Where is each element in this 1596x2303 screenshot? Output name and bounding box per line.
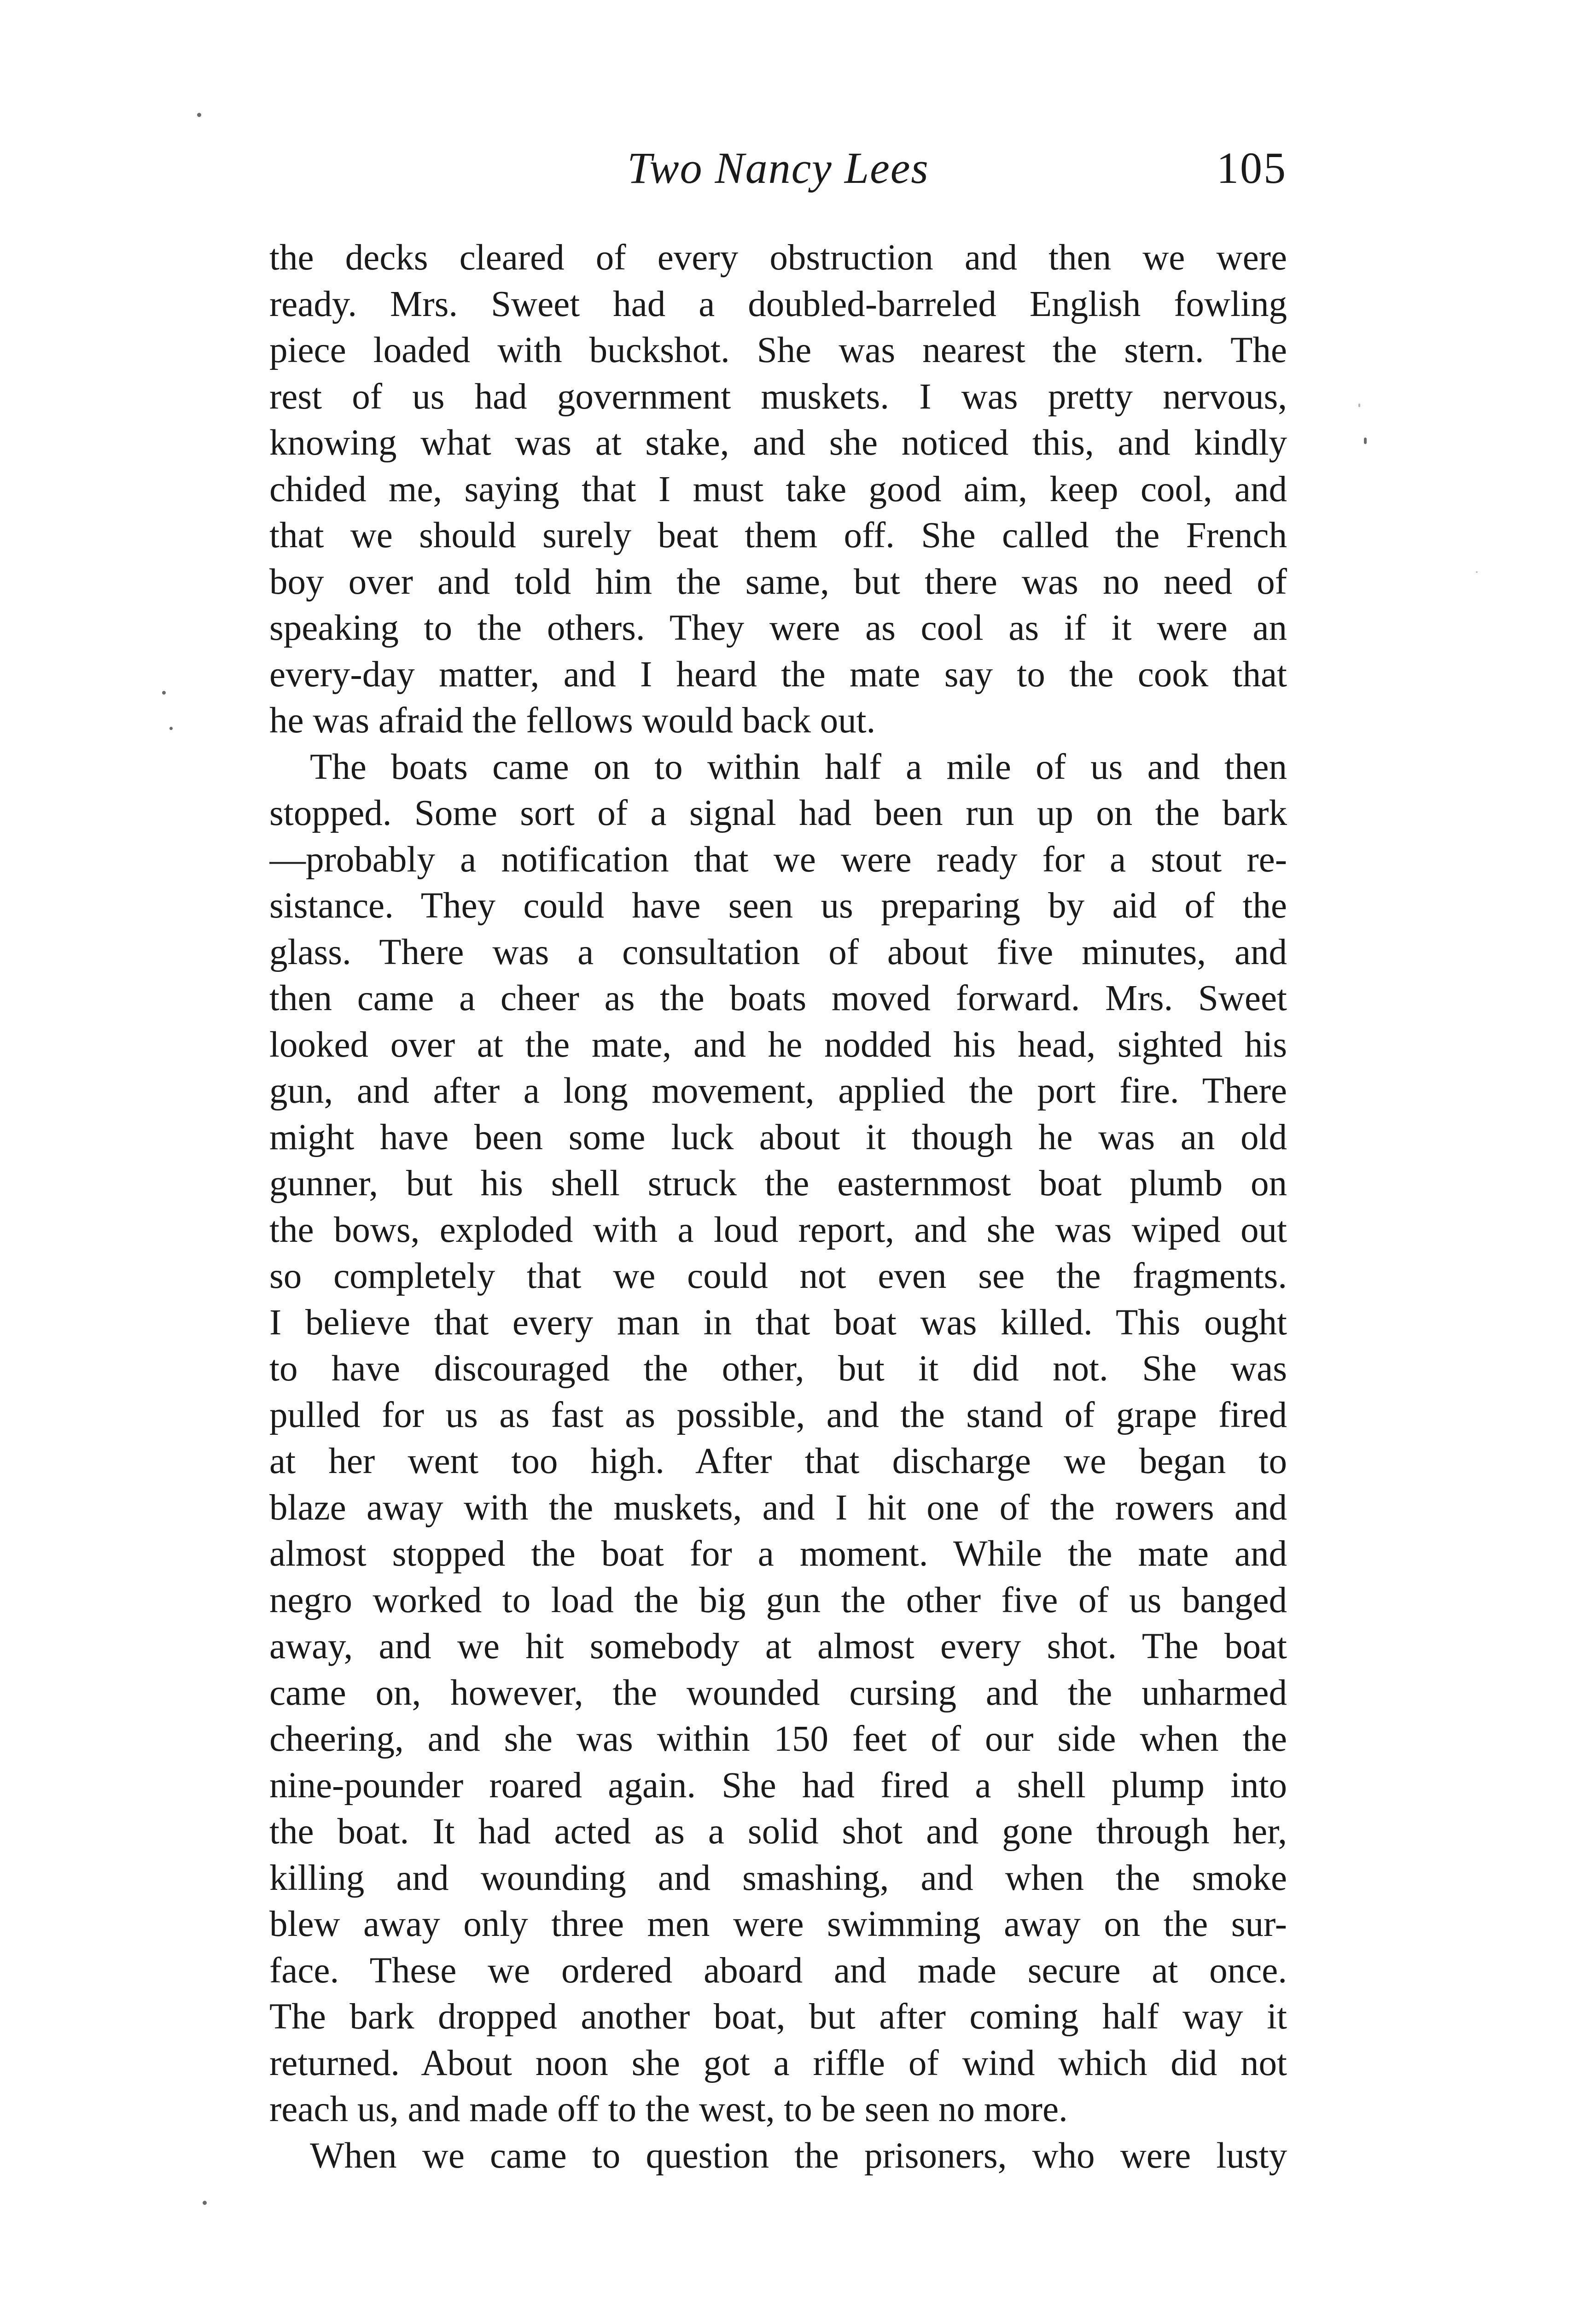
page-number: 105 <box>1217 143 1287 193</box>
running-head <box>269 138 1287 198</box>
scan-speck <box>203 2201 207 2205</box>
text-line: sistance. They could have seen us preparing by aid of the <box>269 886 1287 926</box>
text-line: he was afraid the fellows would back out. <box>269 701 876 741</box>
text-line: pulled for us as fast as possible, and the stand of grape fired <box>269 1395 1287 1435</box>
scan-speck <box>1364 438 1367 444</box>
scan-speck <box>169 727 173 730</box>
text-line: came on, however, the wounded cursing and the unharmed <box>269 1672 1287 1713</box>
text-line: rest of us had government muskets. I was pretty nervous, <box>269 376 1287 417</box>
text-line: ready. Mrs. Sweet had a doubled-barreled English fowling <box>269 284 1287 324</box>
scan-speck <box>1476 571 1478 573</box>
text-line: face. These we ordered aboard and made secure at once. <box>269 1950 1287 1991</box>
text-line: knowing what was at stake, and she noticed this, and kindly <box>269 423 1287 463</box>
text-line: negro worked to load the big gun the other five of us banged <box>269 1580 1287 1620</box>
text-line: then came a cheer as the boats moved forward. Mrs. Sweet <box>269 978 1287 1018</box>
text-line: the bows, exploded with a loud report, and she was wiped out <box>269 1210 1287 1250</box>
text-line: to have discouraged the other, but it did not. She was <box>269 1349 1287 1389</box>
text-line: away, and we hit somebody at almost every shot. The boat <box>269 1626 1287 1666</box>
text-line: returned. About noon she got a riffle of wind which did not <box>269 2043 1287 2083</box>
text-line: at her went too high. After that discharge we began to <box>269 1441 1287 1481</box>
scan-speck <box>197 113 201 117</box>
text-body <box>269 235 1287 2179</box>
text-line: gun, and after a long movement, applied the port fire. There <box>269 1071 1287 1111</box>
text-line: boy over and told him the same, but there was no need of <box>269 561 1287 602</box>
text-line: so completely that we could not even see the fragments. <box>269 1256 1287 1296</box>
text-line: stopped. Some sort of a signal had been run up on the bark <box>269 793 1287 833</box>
text-line: The boats came on to within half a mile of us and then <box>310 747 1287 787</box>
text-line: The bark dropped another boat, but after coming half way it <box>269 1997 1287 2037</box>
text-line: blew away only three men were swimming away on the sur- <box>269 1904 1287 1944</box>
scan-speck <box>1358 403 1360 407</box>
text-line: nine-pounder roared again. She had fired a shell plump into <box>269 1765 1287 1806</box>
text-line: chided me, saying that I must take good aim, keep cool, and <box>269 469 1287 509</box>
text-line: almost stopped the boat for a moment. While the mate and <box>269 1534 1287 1574</box>
text-line: looked over at the mate, and he nodded his head, sighted his <box>269 1024 1287 1065</box>
text-line: glass. There was a consultation of about five minutes, and <box>269 932 1287 972</box>
text-line: killing and wounding and smashing, and when the smoke <box>269 1858 1287 1898</box>
text-line: the decks cleared of every obstruction and then we were <box>269 238 1287 278</box>
text-line: cheering, and she was within 150 feet of our side when the <box>269 1719 1287 1759</box>
text-line: —probably a notification that we were ready for a stout re- <box>269 839 1287 880</box>
running-title: Two Nancy Lees <box>627 143 929 193</box>
text-line: blaze away with the muskets, and I hit one of the rowers and <box>269 1487 1287 1528</box>
text-line: the boat. It had acted as a solid shot and gone through her, <box>269 1812 1287 1852</box>
text-line: speaking to the others. They were as cool as if it were an <box>269 608 1287 648</box>
text-line: gunner, but his shell struck the easternmost boat plumb on <box>269 1163 1287 1204</box>
text-line: every-day matter, and I heard the mate say to the cook that <box>269 654 1287 695</box>
scan-speck <box>162 691 166 695</box>
text-line: piece loaded with buckshot. She was nearest the stern. The <box>269 330 1287 370</box>
text-line: might have been some luck about it though he was an old <box>269 1117 1287 1157</box>
text-line: that we should surely beat them off. She called the French <box>269 515 1287 555</box>
text-line: I believe that every man in that boat was killed. This ought <box>269 1302 1287 1343</box>
text-line: reach us, and made off to the west, to be seen no more. <box>269 2089 1068 2129</box>
text-line: When we came to question the prisoners, who were lusty <box>310 2135 1287 2176</box>
